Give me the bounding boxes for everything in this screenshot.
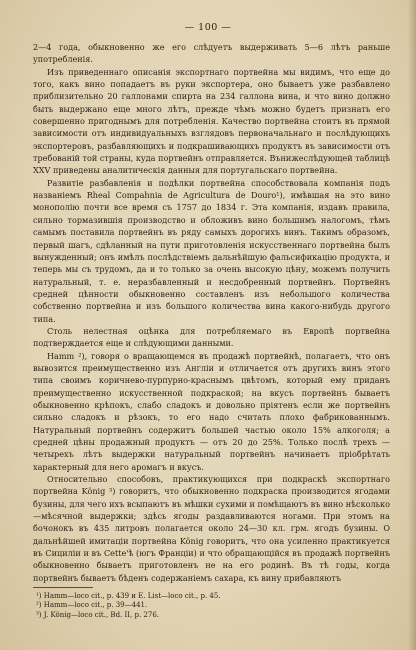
paragraph-2: Изъ приведеннаго описанія экспортнаго портвейна мы видимъ, что еще до того, какъ вино попадаетъ въ руки экспортера, оно бываетъ уже разбавлено приблизительно 20 галлонами спирта на 234 галлона вина, и что вино должно быть выдержано еще много лѣтъ, прежде чѣмъ можно будетъ признать его совершенно пригоднымъ для потребленія. Качество портвейна стоитъ въ прямой зависимости отъ индивидуальныхъ взглядовъ первоначальнаго и послѣдующихъ экспортеровъ, разбавляющихъ и подкрашивающихъ продуктъ въ зависимости отъ требованій той страны, куда портвейнъ отправляется. Вънижеслѣдующей таблицѣ XXV приведены аналитическія данныя для португальскаго портвейна. [33, 66, 390, 176]
paragraph-3: Развитіе разбавленія и подѣлки портвейна способствовала компанія подъ названіемъ Rheal Compahnia de Agricultura de Douro¹), имѣвшая на это вино монополію почти все время съ 1757 до 1834 г. Эта компанія, издавъ правила, сильно тормазившія производство и обложивъ вино большимъ налогомъ, тѣмъ самымъ поставила портвейнъ въ ряду самыхъ дорогихъ винъ. Такимъ образомъ, первый шагъ, сдѣланный на пути приготовленія искусственнаго портвейна былъ вынужденный; онъ имѣлъ послѣдствіемъ дальнѣйшую фальсификацію продукта, и теперь мы съ трудомъ, да и то только за очень высокую цѣну, можемъ получить натуральный, т. е. неразбавленный и несдобренный портвейнъ. Портвейнъ средней цѣнности обыкновенно составленъ изъ небольшого количества собственно портвейна и изъ большого количества вина какого-нибудь другого типа. [33, 177, 390, 324]
footnotes [36, 592, 386, 620]
footnote-3: ³) J. König—loco cit., Bd. II, p. 276. [36, 610, 159, 619]
paragraph-6: Относительно способовъ, практикующихся при подкраскѣ экспортнаго портвейна König ³) говоритъ, что обыкновенно подкраска производится ягодами бузины, для чего ихъ всыпаютъ въ мѣшки сухими и помѣщаютъ въ вино нѣсколько—мѣсячной выдержки; здѣсь ягоды раздавливаются ногами. При этомъ на бочонокъ въ 435 литровъ полагается около 24—30 кл. грм. ягодъ бузины. О дальнѣйшей имитаціи портвейна König говоритъ, что она усиленно практикуется въ Сициліи и въ Cette'ѣ (югъ Франціи) и что обращающійся въ продажѣ портвейнъ обыкновенно бываетъ приготовленъ не на его родинѣ. Въ тѣ годы, когда портвейнъ бываетъ бѣденъ содержаніемъ сахара, къ вину прибавляютъ [33, 474, 390, 583]
page-number: — 100 — [184, 22, 232, 33]
paragraph-4: Столь нелестная оцѣнка для потребляемаго въ Европѣ портвейна подтверждается еще и слѣдующими данными. [33, 325, 390, 349]
paragraph-5: Hamm ²), говоря о вращающемся въ продажѣ портвейнѣ, полагаетъ, что онъ вывозится преимущественно изъ Англіи и отличается отъ другихъ винъ этого типа своимъ коричнево-пурпурно-краснымъ цвѣтомъ, который ему приданъ преимущественно искусственной подкраской; на вкусъ портвейнъ бываетъ обыкновенно крѣпокъ, слабо сладокъ и довольно пріятенъ если же портвейнъ сильно сладокъ и рѣзокъ, то его надо считать плохо фабрикованнымъ. Натуральный портвейнъ содержитъ большей частью около 15% алкоголя; а средней цѣны продажный продуктъ — отъ 20 до 25%. Только послѣ трехъ — четырехъ лѣтъ выдержки натуральный портвейнъ начинаетъ пріобрѣтать характерный для него аромагъ и вкусъ. [33, 350, 390, 472]
footnote-1: ¹) Hamm—loco cit., p. 439 и E. List—loco cit., p. 45. [36, 592, 221, 600]
footnote-divider [33, 587, 93, 588]
page-edge-shadow [408, 0, 416, 650]
paragraph-1: 2—4 года, обыкновенно же его слѣдуетъ выдерживать 5—6 лѣтъ раньше употребленія. [33, 42, 390, 65]
body-text [33, 41, 390, 584]
footnote-2: ²) Hamm—loco cit., p. 39—441. [36, 601, 148, 610]
